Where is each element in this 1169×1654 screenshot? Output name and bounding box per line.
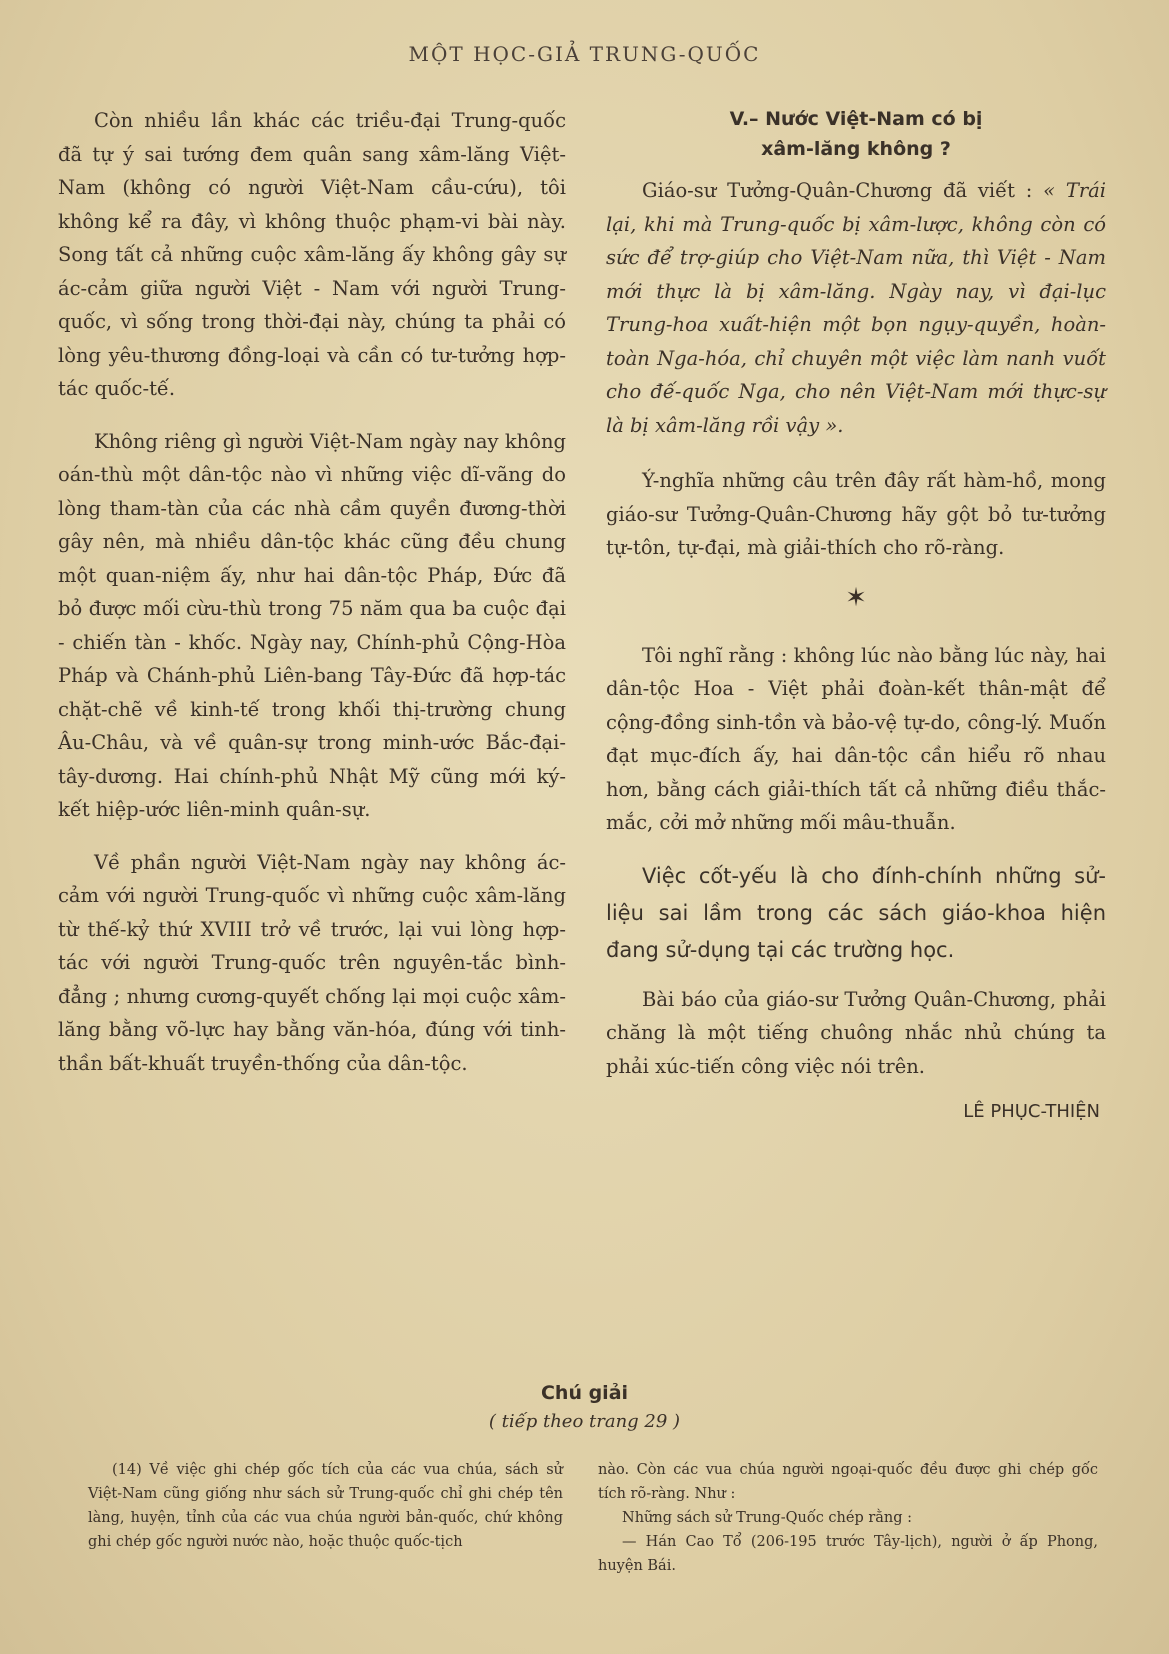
quote-text: « Trái lại, khi mà Trung-quốc bị xâm-lược, không còn có sức để trợ-giúp cho Việt-Nam nữa, thì Việt - Nam mới thực là bị xâm-lăng. Ngày nay, vì đại-lục Trung-hoa xuất-hiện một bọn ngụy-quyền, hoàn-toàn Nga-hóa, chỉ chuyên một việc làm nanh vuốt cho đế-quốc Nga, cho nên Việt-Nam mới thực-sự là bị xâm-lăng rồi vậy ». <box>606 179 1107 437</box>
left-paragraph-2: Không riêng gì người Việt-Nam ngày nay không oán-thù một dân-tộc nào vì những việc dĩ-vãng do lòng tham-tàn của các nhà cầm quyền đương-thời gây nên, mà nhiều dân-tộc khác cũng đều chung một quan-niệm ấy, như hai dân-tộc Pháp, Đức đã bỏ được mối cừu-thù trong 75 năm qua ba cuộc đại - chiến tàn - khốc. Ngày nay, Chính-phủ Cộng-Hòa Pháp và Chánh-phủ Liên-bang Tây-Đức đã hợp-tác chặt-chẽ về kinh-tế trong khối thị-trường chung Âu-Châu, và về quân-sự trong minh-ước Bắc-đại-tây-dương. Hai chính-phủ Nhật Mỹ cũng mới ký-kết hiệp-ước liên-minh quân-sự. <box>58 429 566 821</box>
right-paragraph-2: Ý-nghĩa những câu trên đây rất hàm-hồ, mong giáo-sư Tưởng-Quân-Chương hãy gột bỏ tư-tưởng tự-tôn, tự-đại, mà giải-thích cho rõ-ràng. <box>606 469 1106 559</box>
quote-paragraph <box>606 174 1106 442</box>
left-column <box>58 104 566 1099</box>
notes-subtitle: ( tiếp theo trang 29 ) <box>488 1411 681 1432</box>
note-continuation: nào. Còn các vua chúa người ngoại-quốc đều được ghi chép gốc tích rõ-ràng. Như : <box>598 1462 1098 1502</box>
notes-left-column <box>88 1458 563 1554</box>
section-title-line-1: V.– Nước Việt-Nam có bị <box>729 108 983 130</box>
section-divider-star: ✶ <box>845 582 867 613</box>
notes-title: Chú giải <box>540 1382 629 1404</box>
right-paragraph-3: Tôi nghĩ rằng : không lúc nào bằng lúc này, hai dân-tộc Hoa - Việt phải đoàn-kết thân-mật để cộng-đồng sinh-tồn và bảo-vệ tự-do, công-lý. Muốn đạt mục-đích ấy, hai dân-tộc cần hiểu rõ nhau hơn, bằng cách giải-thích tất cả những điều thắc-mắc, cởi mở những mối mâu-thuẫn. <box>606 643 1106 834</box>
running-header: MỘT HỌC-GIẢ TRUNG-QUỐC <box>408 42 761 66</box>
author-signature: LÊ PHỤC-THIỆN <box>963 1101 1100 1122</box>
right-column <box>606 104 1106 1122</box>
section-title-line-2: xâm-lăng không ? <box>761 138 951 160</box>
left-paragraph-3: Về phần người Việt-Nam ngày nay không ác-cảm với người Trung-quốc vì những cuộc xâm-lăng từ thế-kỷ thứ XVIII trở về trước, lại vui lòng hợp-tác với người Trung-quốc trên nguyên-tắc bình-đẳng ; nhưng cương-quyết chống lại mọi cuộc xâm-lăng bằng võ-lực hay bằng văn-hóa, đúng với tinh-thần bất-khuất truyền-thống của dân-tộc. <box>58 850 566 1075</box>
note-han-cao-to: — Hán Cao Tổ (206-195 trước Tây-lịch), người ở ấp Phong, huyện Bái. <box>598 1534 1098 1574</box>
right-paragraph-4: Bài báo của giáo-sư Tưởng Quân-Chương, phải chăng là một tiếng chuông nhắc nhủ chúng ta phải xúc-tiến công việc nói trên. <box>606 987 1106 1078</box>
left-paragraph-1: Còn nhiều lần khác các triều-đại Trung-quốc đã tự ý sai tướng đem quân sang xâm-lăng Việt-Nam (không có người Việt-Nam cầu-cứu), tôi không kể ra đây, vì không thuộc phạm-vi bài này. Song tất cả những cuộc xâm-lăng ấy không gây sự ác-cảm giữa người Việt - Nam với người Trung-quốc, vì sống trong thời-đại này, chúng ta phải có lòng yêu-thương đồng-loại và cần có tư-tưởng hợp-tác quốc-tế. <box>58 109 566 400</box>
note-14: (14) Về việc ghi chép gốc tích của các vua chúa, sách sử Việt-Nam cũng giống như sách sử Trung-quốc chỉ ghi chép tên làng, huyện, tỉnh của các vua chúa người bản-quốc, chứ không ghi chép gốc người nước nào, hoặc thuộc quốc-tịch <box>88 1462 563 1550</box>
quote-intro: Giáo-sư Tưởng-Quân-Chương đã viết : <box>642 179 1033 202</box>
section-title <box>606 104 1106 164</box>
note-sources: Những sách sử Trung-Quốc chép rằng : <box>622 1510 913 1526</box>
emphasis-paragraph: Việc cốt-yếu là cho đính-chính những sử-liệu sai lầm trong các sách giáo-khoa hiện đang sử-dụng tại các trường học. <box>606 863 1106 962</box>
notes-right-column <box>598 1458 1098 1578</box>
